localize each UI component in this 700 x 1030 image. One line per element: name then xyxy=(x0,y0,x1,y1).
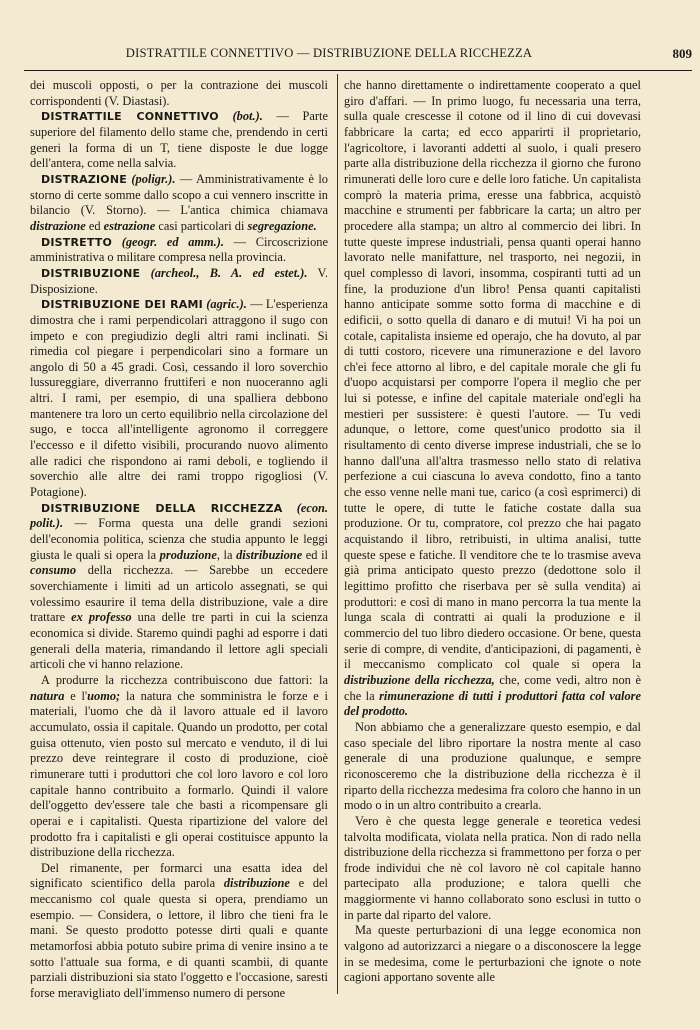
right-column xyxy=(344,78,641,986)
paragraph: Del rimanente, per formarci una esatta idea del significato scientifico della parola distribuzione e del meccanismo col quale questa si opera, prendiamo un esempio. — Considera, o lettore, il libro che tieni fra le mani. Se questo prodotto potesse dirti quali e quante metamorfosi abbia potuto subire prima di venire insino a te sotto l'attuale sua forma, e di quanti scambii, di quante parziali distribuzioni sia stato l'oggetto e l'occasione, saresti forse meravigliato dell'immenso numero di persone xyxy=(30,860,328,1001)
paragraph: Non abbiamo che a generalizzare questo esempio, e dal caso speciale del libro riportare la nostra mente al caso generale di una produzione qualunque, e sempre riconosceremo che la distribuzione della ricchezza è il riparto della ricchezza medesima fra coloro che hanno in un modo o in un altro contribuito a crearla. xyxy=(344,719,641,813)
paragraph: A produrre la ricchezza contribuiscono due fattori: la natura e l'uomo; la natura che somministra le forze e i materiali, l'uomo che dà il lavoro attuale ed il lavoro accumulato, ossia il capitale. Quando un prodotto, per cotal guisa ottenuto, vien posto sul mercato e venduto, il di lui prezzo deve reintegrare il costo di produzione, cioè rimunerare tutti i produttori che col loro lavoro e col loro capitale hanno contribuito a formarlo. Quindi il valore dell'oggetto dev'essere tale che basti a ricompensare gli operai e i capitalisti. Questa ripartizione del valore del prodotto fra i capitalisti e gli operai costituisce appunto la distribuzione della ricchezza. xyxy=(30,672,328,860)
entry-distribuzione-dei-rami: DISTRIBUZIONE DEI RAMI (agric.). — L'esperienza dimostra che i rami perpendicolari attraggono il sugo con impeto e con pregiudizio degli altri rami inclinati. Si rimedia col piegare i perpendicolari sino a formare un angolo di 50 a 45 gradi. Così, cessando il loro soverchio lussureggiare, diverranno fruttiferi e non nuoceranno agli altri. I rami, per esempio, di una spalliera debbono mantenere tra loro un certo equilibrio nella circolazione del sugo, e tocca all'intelligente agronomo il correggere l'eccesso e il difetto visibili, procurando nuovo alimento alle radici che rispondono ai rami deboli, e togliendo il soverchio alle altre dei rami troppo rigogliosi (V. Potagione). xyxy=(30,297,328,500)
entry-distribuzione-della-ricchezza: DISTRIBUZIONE DELLA RICCHEZZA (econ. polit.). — Forma questa una delle grandi sezioni dell'economia politica, scienza che studia appunto le leggi giusta le quali si opera la produzione, la distribuzione ed il consumo della ricchezza. — Sarebbe un eccedere soverchiamente i limiti ad un articolo assegnati, se qui volessimo esaurire il tema della distribuzione, vale a dire trattare ex professo una delle tre parti in cui la scienza economica si divide. Staremo quindi paghi ad esporre i dati generali della materia, rimandando il lettore agli speciali articoli che vi hanno relazione. xyxy=(30,500,328,672)
entry-headword: DISTRATTILE CONNETTIVO xyxy=(41,110,219,124)
column-divider xyxy=(337,74,338,994)
entry-distrattile-connettivo: DISTRATTILE CONNETTIVO (bot.). — Parte superiore del filamento dello stame che, prendendo in certi generi la forma di un T, tiene disposte le due logge dell'antera, come nella salvia. xyxy=(30,109,328,171)
running-title: DISTRATTILE CONNETTIVO — DISTRIBUZIONE DELLA RICCHEZZA xyxy=(125,46,533,60)
entry-headword: DISTRIBUZIONE DEI RAMI xyxy=(41,298,203,312)
page-number: 809 xyxy=(672,46,692,61)
header-rule xyxy=(24,70,692,71)
entry-headword: DISTRIBUZIONE xyxy=(41,266,141,280)
entry-distretto: DISTRETTO (geogr. ed amm.). — Circoscrizione amministrativa o militare compresa nella provincia. xyxy=(30,234,328,265)
entry-distrazione: DISTRAZIONE (poligr.). — Amministrativamente è lo storno di certe somme dallo scopo a cui vennero inscritte in bilancio (V. Storno). — L'antica chimica chiamava distrazione ed estrazione casi particolari di segregazione. xyxy=(30,171,328,233)
paragraph: che hanno direttamente o indirettamente cooperato a quel giro d'affari. — In primo luogo, fu necessaria una terra, sulla quale crescesse il cotone od il lino di cui dovevasi fabbricare la carta; ed ecco apparirti il proprietario, l'agricoltore, i lavoranti addetti al suolo, i quali presero parte alla distribuzione della ricchezza il giorno che furono rimunerati delle loro cure e delle loro fatiche. Un capitalista comprò la materia prima, eresse una fabbrica, acquistò macchine e strumenti per fabbricare la carta; un altro per procedere alla stampa; un altro al commercio dei libri. In tutte queste imprese industriali, pensa quanti operai hanno lavorato nelle manifatture, nel trasporto, nei negozii, in quel complesso di lavori, insomma, cospiranti tutti ad un fine, la produzione d'un libro! Pensa quanti capitalisti hanno anticipate somme sotto forma di macchine e di edificii, o sotto quella di danaro e di mutui! Vi ha poi un cotale, capitalista insieme ed operajo, che ha dovuto, al par di tutti costoro, ricevere una rimunerazione e del lavoro ch'ei fece attorno al libro, e del capitale morale che gli fu d'uopo acquistarsi per comporre l'opera il meglio che per lui si potesse, e infine del capitale materiale ond'egli ha mestieri per sussistere: è questi l'autore. — Tu vedi adunque, o lettore, come quest'unico prodotto sia il risultamento di cento diverse imprese industriali, che se lo hanno dall'una all'altra trasmesso nello stato di relativa perfezione a cui ciascuna lo aveva condotto, fino a tanto che esso venne nelle mani tue, carico (a così esprimerci) di tutte le opere, di tutte le fatiche costate dalla sua produzione. Or tu, compratore, col prezzo che hai pagato acquistando il libro, retribuisti, in ultima analisi, tutte queste spese e fatiche. Il venditore che te lo trasmise aveva già prima anticipato questo prezzo (dedottone solo il legittimo profitto che riserbava per sè sulla vendita) ai produttori: e così di mano in mano percorra la tua mente la lunga scala di contratti ai quali la produzione e il commercio del tuo libro diedero occasione. Or bene, questa serie di compre, di vendite, d'anticipazioni, di pagamenti, è il meccanismo complicato col quale si opera la distribuzione della ricchezza, che, come vedi, altro non è che la rimunerazione di tutti i produttori fatta col valore del prodotto. xyxy=(344,78,641,719)
left-column xyxy=(30,78,328,1002)
entry-headword: DISTRETTO xyxy=(41,235,113,249)
entry-headword: DISTRIBUZIONE DELLA RICCHEZZA xyxy=(41,501,283,515)
paragraph: Ma queste perturbazioni di una legge economica non valgono ad autorizzarci a niegare o a disconoscere la legge in se medesima, come le perturbazioni che ignote o note cagioni apportano sovente alle xyxy=(344,923,641,985)
entry-distribuzione: DISTRIBUZIONE (archeol., B. A. ed estet.). V. Disposizione. xyxy=(30,265,328,296)
paragraph: Vero è che questa legge generale e teoretica vedesi talvolta modificata, violata nella pratica. Non di rado nella distribuzione della ricchezza si frammettono per forza o per frode individui che nè col lavoro nè col capitale hanno partecipato alla produzione; e talora quelli che maggiormente vi hanno collaborato sono esclusi in tutto o in parte dal riparto del valore. xyxy=(344,813,641,922)
entry-headword: DISTRAZIONE xyxy=(41,172,127,186)
paragraph: dei muscoli opposti, o per la contrazione dei muscoli corrispondenti (V. Diastasi). xyxy=(30,78,328,108)
running-header xyxy=(24,46,692,61)
